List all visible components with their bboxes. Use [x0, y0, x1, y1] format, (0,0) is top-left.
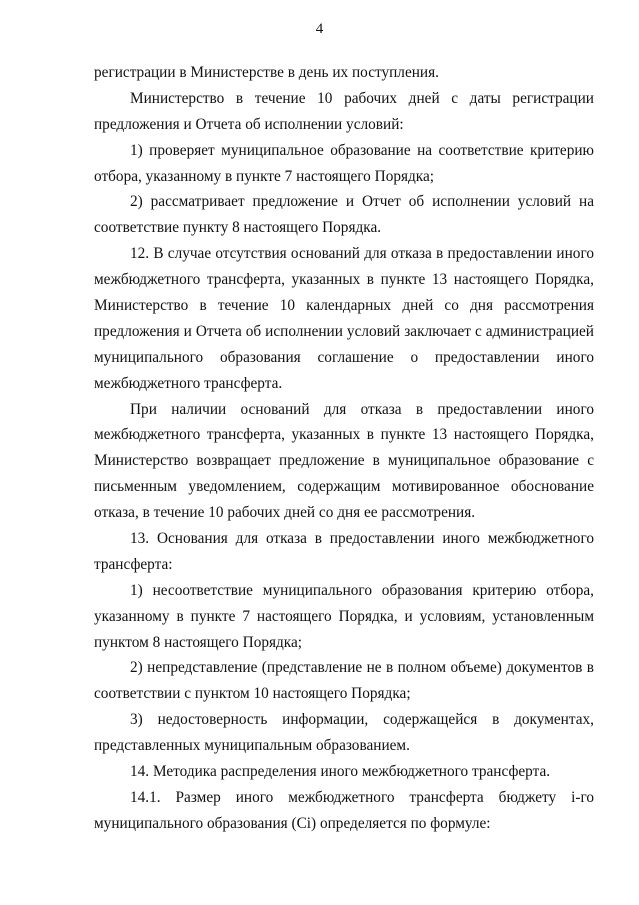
text-line: регистрации в Министерстве в день их поступления.: [94, 64, 439, 81]
text-line: 12. В случае отсутствия оснований для отказа в предоставлении иного: [130, 245, 594, 263]
text-line: 13. Основания для отказа в предоставлении иного межбюджетного: [130, 530, 594, 548]
text-line: Министерство возвращает предложение в муниципальное образование с: [94, 452, 594, 470]
text-line: отказа, в течение 10 рабочих дней со дня ее рассмотрения.: [94, 504, 476, 522]
text-line: отбора, указанному в пункте 7 настоящего Порядка;: [94, 167, 435, 185]
page-number: 4: [315, 21, 324, 37]
text-line: Министерство в течение 10 рабочих дней с даты регистрации: [130, 89, 594, 107]
list-item: [94, 189, 594, 241]
paragraph: [94, 397, 594, 526]
paragraph: [94, 526, 594, 578]
text-line: предложения и Отчета об исполнении условий:: [94, 115, 404, 133]
text-line: Министерство в течение 10 календарных дней со дня рассмотрения: [94, 297, 594, 315]
text-line: 14. Методика распределения иного межбюджетного трансферта.: [130, 763, 551, 781]
text-line: предложения и Отчета об исполнении условий заключает с администрацией: [94, 322, 594, 340]
text-line: 1) проверяет муниципальное образование на соответствие критерию: [130, 141, 594, 159]
text-line: муниципального образования соглашение о предоставлении иного: [94, 348, 594, 366]
document-body: [94, 60, 594, 837]
list-item: [94, 707, 594, 759]
list-item: [94, 655, 594, 707]
text-line: межбюджетного трансферта.: [94, 374, 283, 392]
text-line: 1) несоответствие муниципального образования критерию отбора,: [130, 581, 594, 599]
text-line: межбюджетного трансферта, указанных в пункте 13 настоящего Порядка,: [94, 426, 594, 444]
text-line: 2) рассматривает предложение и Отчет об исполнении условий на: [130, 193, 594, 211]
text-line: соответствие пункту 8 настоящего Порядка.: [94, 219, 382, 237]
text-line: пунктом 8 настоящего Порядка;: [94, 633, 303, 651]
paragraph: [94, 241, 594, 396]
text-line: 3) недостоверность информации, содержащейся в документах,: [130, 711, 594, 729]
list-item: [94, 578, 594, 656]
text-line: трансферта:: [94, 555, 173, 573]
text-line: муниципального образования (Ci) определяется по формуле:: [94, 814, 491, 832]
text-line: указанному в пункте 7 настоящего Порядка, и условиям, установленным: [94, 607, 594, 625]
text-line: 14.1. Размер иного межбюджетного трансферта бюджету i-го: [130, 788, 594, 806]
text-line: соответствии с пунктом 10 настоящего Порядка;: [94, 685, 411, 703]
text-line: письменным уведомлением, содержащим мотивированное обоснование: [94, 478, 594, 496]
text-line: представленных муниципальным образованием.: [94, 737, 410, 755]
text-line: межбюджетного трансферта, указанных в пункте 13 настоящего Порядка,: [94, 271, 594, 289]
text-line: При наличии оснований для отказа в предоставлении иного: [130, 400, 594, 418]
paragraph: [94, 759, 594, 785]
paragraph: [94, 86, 594, 138]
paragraph: [94, 60, 594, 86]
text-line: 2) непредставление (представление не в полном объеме) документов в: [130, 659, 594, 677]
paragraph: [94, 785, 594, 837]
list-item: [94, 138, 594, 190]
